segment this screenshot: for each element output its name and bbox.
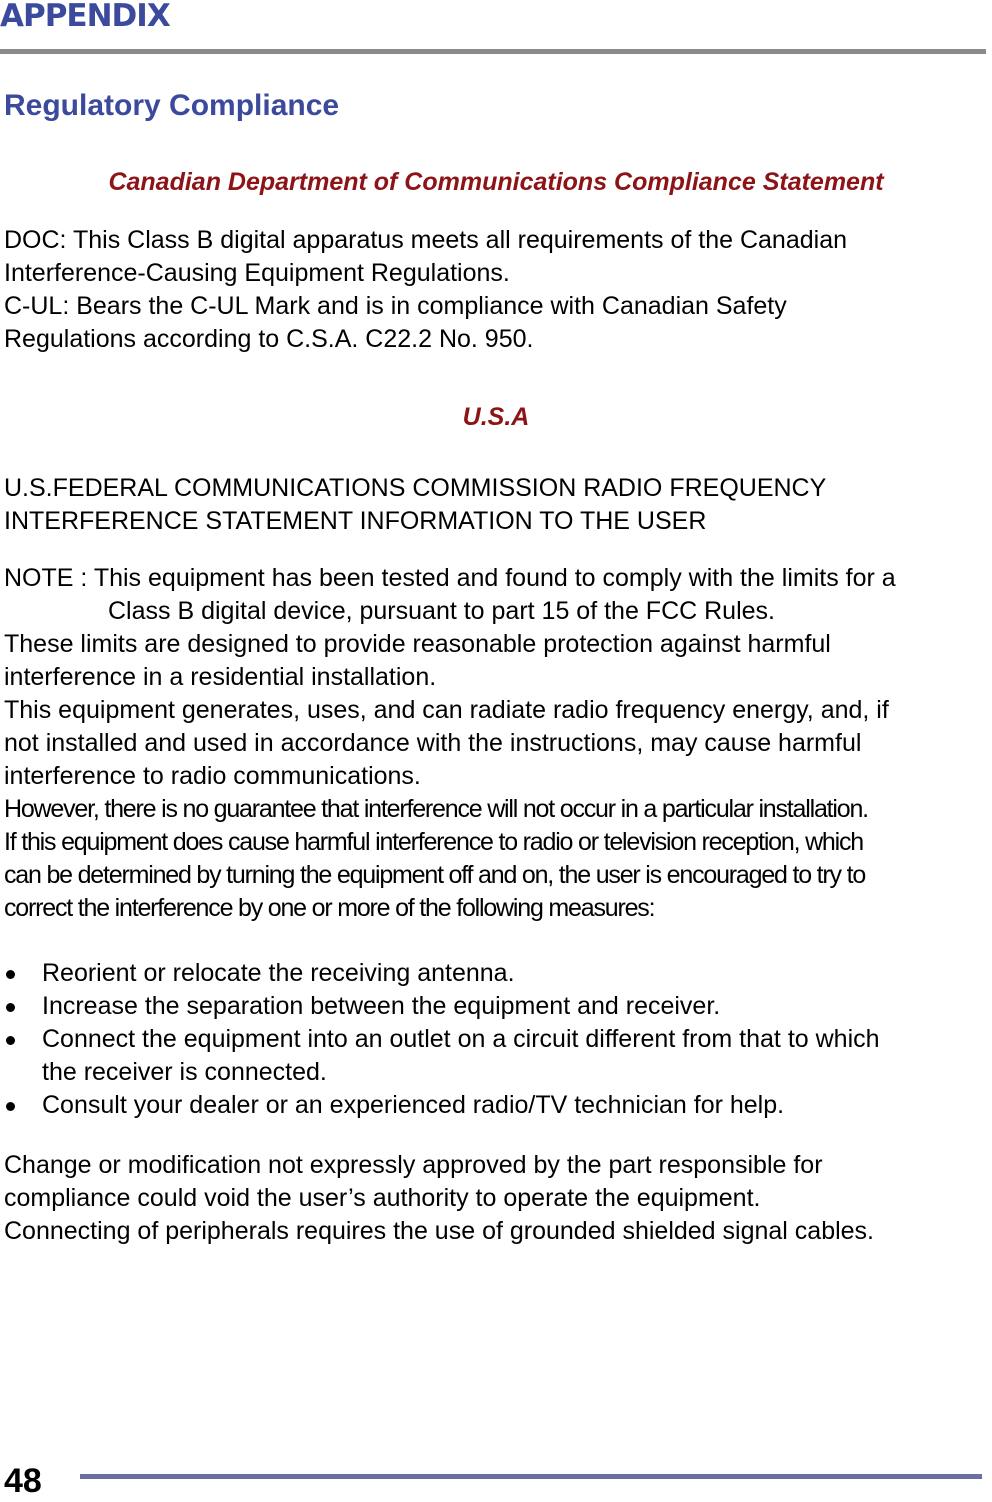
canada-heading: Canadian Department of Communications Compliance Statement	[108, 168, 884, 196]
body-line: These limits are designed to provide reasonable protection against harmful	[4, 630, 831, 658]
page-number: 48	[4, 1462, 42, 1500]
canada-line: Regulations according to C.S.A. C22.2 No. 950.	[4, 325, 534, 353]
fcc-title-line: INTERFERENCE STATEMENT INFORMATION TO THE USER	[4, 507, 707, 535]
fcc-title	[4, 472, 992, 538]
canada-statement	[4, 224, 992, 356]
canada-line: C-UL: Bears the C-UL Mark and is in compliance with Canadian Safety	[4, 292, 787, 320]
condensed-line: can be determined by turning the equipment off and on, the user is encouraged to try to	[4, 861, 866, 889]
bullet-icon	[6, 1003, 15, 1012]
body-line: interference to radio communications.	[4, 762, 421, 790]
body-line: interference in a residential installation.	[4, 663, 437, 691]
canada-line: Interference-Causing Equipment Regulations.	[4, 259, 510, 287]
list-item: Reorient or relocate the receiving antenna.	[0, 957, 880, 990]
header-divider	[0, 49, 986, 54]
body-line: not installed and used in accordance with the instructions, may cause harmful	[4, 729, 862, 757]
closing-line: Connecting of peripherals requires the use of grounded shielded signal cables.	[4, 1217, 875, 1245]
closing-line: compliance could void the user’s authority to operate the equipment.	[4, 1184, 761, 1212]
condensed-line: correct the interference by one or more of the following measures:	[4, 894, 655, 922]
body-line: This equipment generates, uses, and can radiate radio frequency energy, and, if	[4, 696, 889, 724]
bullet-icon	[6, 1102, 15, 1111]
condensed-line: However, there is no guarantee that interference will not occur in a particular installation.	[4, 795, 868, 823]
note-line: NOTE : This equipment has been tested and found to comply with the limits for a	[4, 564, 896, 592]
list-item: Increase the separation between the equipment and receiver.	[0, 990, 880, 1023]
fcc-title-line: U.S.FEDERAL COMMUNICATIONS COMMISSION RADIO FREQUENCY	[4, 474, 827, 502]
bullet-icon	[6, 970, 15, 979]
list-item: Consult your dealer or an experienced radio/TV technician for help.	[0, 1089, 880, 1122]
fcc-note	[4, 562, 992, 925]
note-line: Class B digital device, pursuant to part 15 of the FCC Rules.	[108, 597, 775, 625]
condensed-line: If this equipment does cause harmful interference to radio or television reception, which	[4, 828, 863, 856]
canada-line: DOC: This Class B digital apparatus meets all requirements of the Canadian	[4, 226, 848, 254]
closing-paragraph	[4, 1149, 992, 1248]
footer-divider	[80, 1474, 982, 1479]
closing-line: Change or modification not expressly approved by the part responsible for	[4, 1151, 823, 1179]
appendix-header-title: APPENDIX	[0, 0, 170, 34]
measures-list	[0, 957, 880, 1122]
bullet-icon	[6, 1036, 15, 1045]
usa-heading: U.S.A	[462, 403, 530, 431]
section-title: Regulatory Compliance	[4, 89, 340, 122]
list-item: Connect the equipment into an outlet on a circuit different from that to which the receiver is connected.	[0, 1023, 880, 1089]
